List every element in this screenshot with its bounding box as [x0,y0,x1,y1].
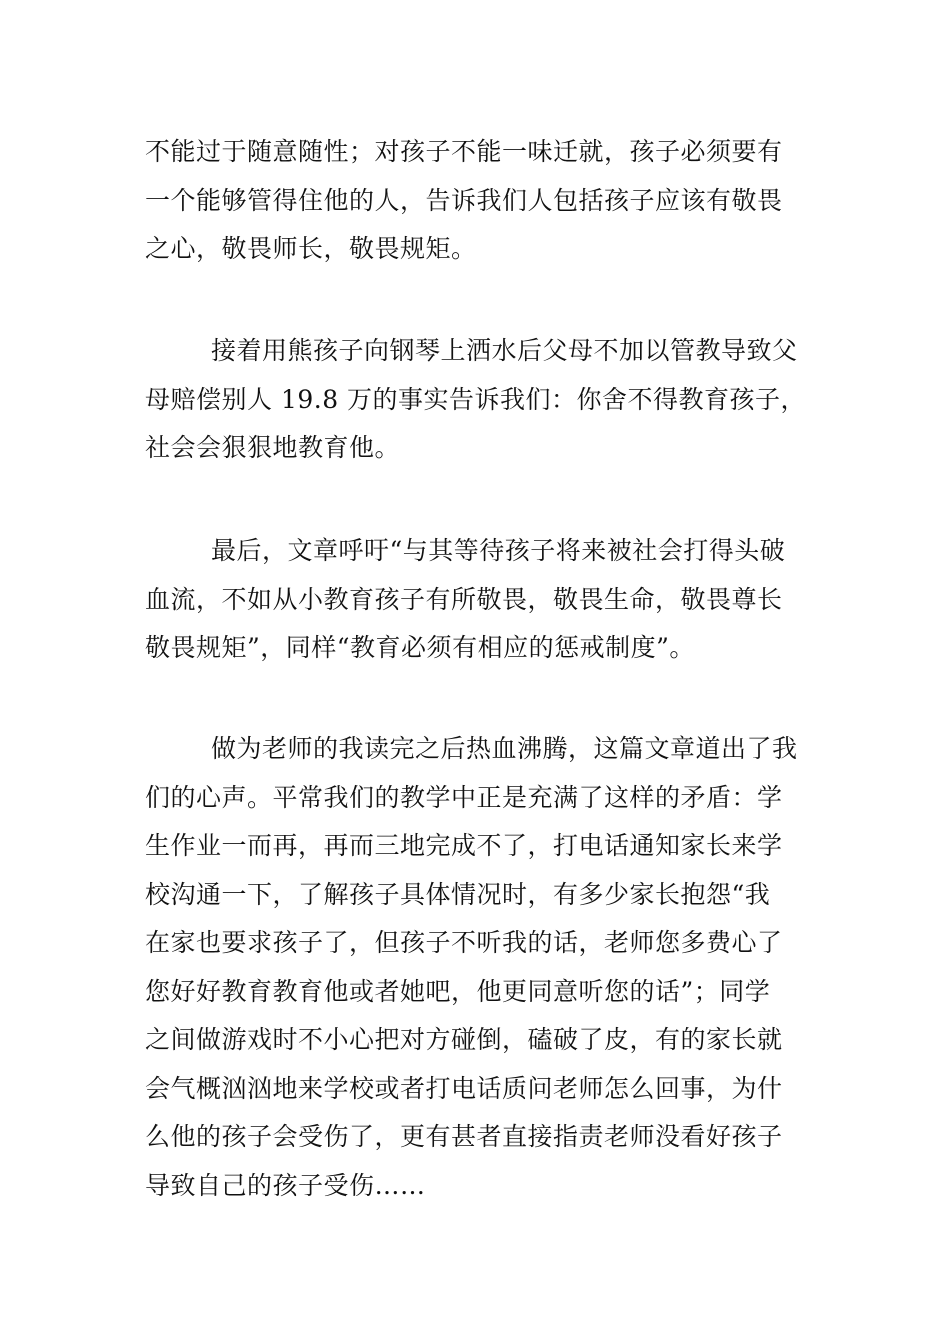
paragraph-line: 做为老师的我读完之后热血沸腾，这篇文章道出了我 [211,734,798,763]
paragraph-3 [145,527,810,673]
paragraph-line: 校沟通一下，了解孩子具体情况时，有多少家长抱怨“我 [145,879,771,909]
paragraph-line: 您好好教育教育他或者她吧，他更同意听您的话”；同学 [145,976,771,1006]
paragraph-line: 么他的孩子会受伤了，更有甚者直接指责老师没看好孩子 [145,1122,783,1151]
paragraph-line: 之心，敬畏师长，敬畏规矩。 [145,234,477,263]
paragraph-line: 在家也要求孩子了，但孩子不听我的话，老师您多费心了 [145,928,783,957]
paragraph-line: 导致自己的孩子受伤…… [145,1170,426,1200]
paragraph-line: 社会会狠狠地教育他。 [145,433,401,462]
paragraph-line: 血流，不如从小教育孩子有所敬畏，敬畏生命，敬畏尊长 [145,584,783,614]
paragraph-line: 最后，文章呼吁“与其等待孩子将来被社会打得头破 [211,536,786,565]
paragraph-line: 不能过于随意随性；对孩子不能一味迁就，孩子必须要有 [145,137,783,166]
paragraph-line: 接着用熊孩子向钢琴上洒水后父母不加以管教导致父 [211,336,798,365]
paragraph-4 [145,725,810,1210]
paragraph-line: 生作业一而再，再而三地完成不了，打电话通知家长来学 [145,831,783,860]
paragraph-1 [145,128,810,274]
paragraph-line: 之间做游戏时不小心把对方碰倒，磕破了皮，有的家长就 [145,1025,783,1054]
paragraph-line: 母赔偿别人 19.8 万的事实告诉我们：你舍不得教育孩子， [145,384,807,414]
paragraph-line: 会气概汹汹地来学校或者打电话质问老师怎么回事，为什 [145,1073,783,1103]
paragraph-line: 敬畏规矩”，同样“教育必须有相应的惩戒制度”。 [145,633,695,662]
paragraph-line: 一个能够管得住他的人，告诉我们人包括孩子应该有敬畏 [145,185,783,215]
paragraph-line: 们的心声。平常我们的教学中正是充满了这样的矛盾：学 [145,782,783,812]
paragraph-2 [145,327,810,473]
